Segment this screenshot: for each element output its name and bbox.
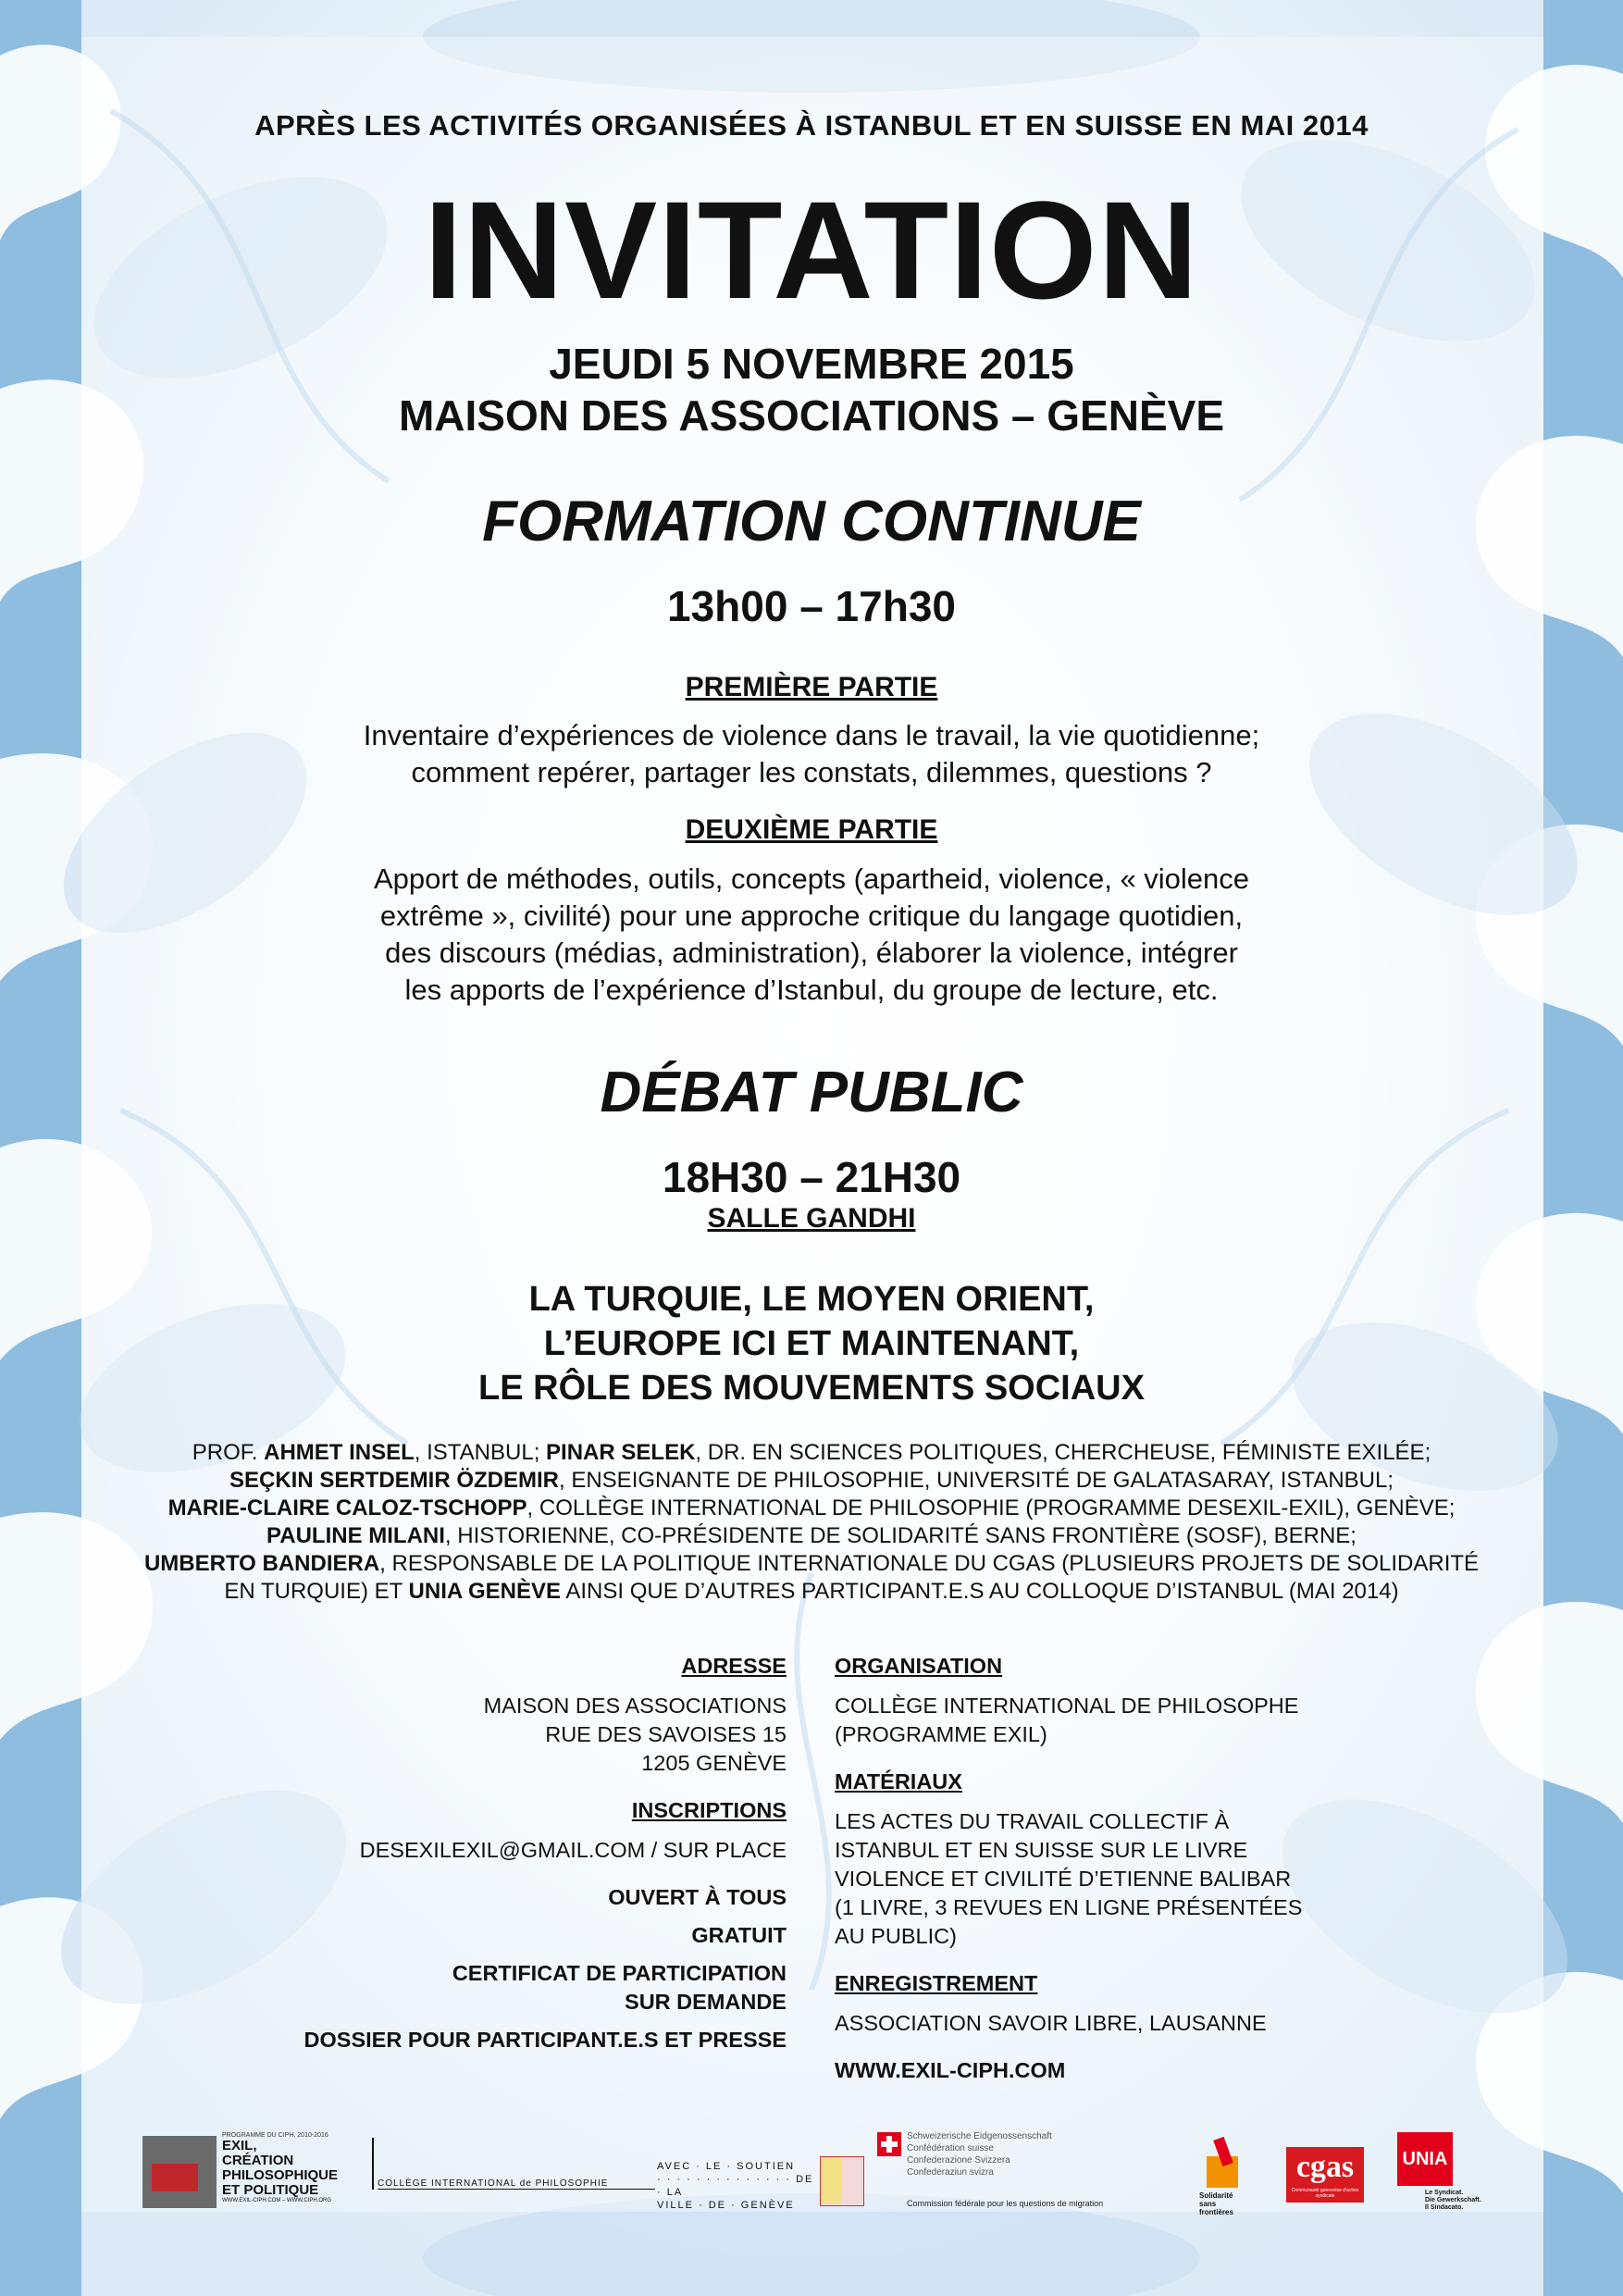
part1-title: PREMIÈRE PARTIE (685, 672, 938, 702)
unia-logo-text: UNIA (1402, 2149, 1448, 2169)
unia-logo (1397, 2132, 1453, 2186)
participant-desc: , ENSEIGNANTE DE PHILOSOPHIE, UNIVERSITÉ DE GALATASARAY, ISTANBUL; (559, 1468, 1394, 1493)
ssf-icon (1203, 2138, 1240, 2190)
info-left-column (231, 1652, 787, 2054)
organisation-block (835, 1692, 1353, 1749)
enregistrement-heading: ENREGISTREMENT (835, 1971, 1038, 1995)
dossier-label: DOSSIER POUR PARTICIPANT.E.S ET PRESSE (304, 2028, 787, 2052)
materiaux-line: VIOLENCE ET CIVILITÉ D’ETIENNE BALIBAR (835, 1867, 1292, 1891)
exil-logo-line: ET POLITIQUE (222, 2182, 319, 2198)
event-venue: MAISON DES ASSOCIATIONS – GENÈVE (398, 391, 1225, 440)
exil-logo-line: PHILOSOPHIQUE (222, 2167, 339, 2183)
participant-name: PAULINE MILANI (266, 1523, 445, 1548)
ssf-label (1199, 2191, 1255, 2216)
cgas-logo-text: cgas (1295, 2150, 1355, 2184)
certificat-line: CERTIFICAT DE PARTICIPATION (452, 1961, 787, 1985)
organisation-line: (PROGRAMME EXIL) (835, 1722, 1047, 1746)
part2-title: DEUXIÈME PARTIE (685, 814, 938, 845)
materiaux-line: AU PUBLIC) (835, 1924, 957, 1948)
theme-line: L’EUROPE ICI ET MAINTENANT, (543, 1324, 1080, 1363)
adresse-line: 1205 GENÈVE (641, 1751, 787, 1775)
materiaux-line: (1 LIVRE, 3 REVUES EN LIGNE PRÉSENTÉES (835, 1895, 1303, 1919)
part1-line: Inventaire d’expériences de violence dans le travail, la vie quotidienne; (363, 719, 1260, 751)
materiaux-block (835, 1807, 1353, 1951)
part2-line: Apport de méthodes, outils, concepts (apartheid, violence, « violence (373, 863, 1250, 895)
ssf-line: sans (1199, 2200, 1217, 2208)
unia-sub-line: Le Syndicat. (1425, 2190, 1464, 2196)
adresse-heading: ADRESSE (681, 1654, 787, 1678)
website-link[interactable]: WWW.EXIL-CIPH.COM (835, 2058, 1066, 2082)
certificat-line: SUR DEMANDE (625, 1990, 787, 2014)
confed-line: Confederaziun svizra (907, 2167, 994, 2178)
ouvert-label: OUVERT À TOUS (608, 1885, 787, 1909)
sponsor-logos (139, 2119, 1481, 2240)
main-title: INVITATION (424, 172, 1199, 328)
confed-logo (907, 2130, 1092, 2178)
enregistrement-text: ASSOCIATION SAVOIR LIBRE, LAUSANNE (835, 2011, 1267, 2035)
debat-room-wrap (0, 1203, 1623, 1235)
gratuit-label: GRATUIT (691, 1923, 787, 1947)
geneve-coat-of-arms-icon (820, 2156, 864, 2206)
theme-line: LE RÔLE DES MOUVEMENTS SOCIAUX (478, 1369, 1145, 1408)
cgas-logo-sub: Communauté genevoise d’action syndicale (1291, 2188, 1359, 2199)
exil-logo (222, 2132, 361, 2203)
participant-name: SEÇKIN SERTDEMIR ÖZDEMIR (229, 1468, 559, 1493)
unia-sub-line: Die Gewerkschaft. (1425, 2197, 1481, 2203)
certificat-block (231, 1959, 787, 2017)
part2-line: des discours (médias, administration), élaborer la violence, intégrer (385, 937, 1238, 969)
unia-sub-line: Il Sindacato. (1425, 2204, 1464, 2211)
participant-line (0, 1467, 1623, 1495)
geneve-support (657, 2160, 814, 2212)
exil-logo-line: CRÉATION (222, 2153, 294, 2168)
cgas-logo (1286, 2147, 1364, 2203)
participant-line (0, 1578, 1623, 1606)
participant-prefix: PROF. (192, 1440, 265, 1465)
ssf-line: frontières (1199, 2208, 1233, 2216)
inscriptions-email[interactable]: DESEXILEXIL@GMAIL.COM / SUR PLACE (359, 1838, 787, 1862)
debat-room: SALLE GANDHI (707, 1203, 916, 1234)
divider (372, 2138, 374, 2190)
participant-desc: , ISTANBUL; (414, 1440, 547, 1465)
participant-name: UMBERTO BANDIERA (143, 1551, 380, 1576)
organisation-heading: ORGANISATION (835, 1654, 1003, 1678)
event-date: JEUDI 5 NOVEMBRE 2015 (549, 340, 1074, 388)
part1-body (0, 717, 1623, 791)
confed-line: Confédération suisse (907, 2143, 994, 2153)
materiaux-heading: MATÉRIAUX (835, 1769, 962, 1793)
debat-heading: DÉBAT PUBLIC (600, 1061, 1023, 1124)
adresse-line: MAISON DES ASSOCIATIONS (483, 1694, 787, 1718)
organisation-line: COLLÈGE INTERNATIONAL DE PHILOSOPHE (835, 1694, 1299, 1718)
exil-logo-url: WWW.EXIL-CIPH.COM – WWW.CIPH.ORG (222, 2198, 331, 2203)
confed-sub: Commission fédérale pour les questions de migration (907, 2199, 1104, 2208)
ssf-line: Solidarité (1199, 2191, 1233, 2200)
debat-theme (0, 1277, 1623, 1410)
materiaux-line: ISTANBUL ET EN SUISSE SUR LE LIVRE (835, 1838, 1248, 1862)
part2-line: extrême », civilité) pour une approche critique du langage quotidien, (379, 900, 1244, 932)
participant-line (0, 1522, 1623, 1550)
adresse-line: RUE DES SAVOISES 15 (545, 1722, 787, 1746)
part2-line: les apports de l’expérience d’Istanbul, du groupe de lecture, etc. (404, 974, 1219, 1006)
geneve-line: VILLE · DE · GENÈVE (657, 2200, 795, 2211)
participant-prefix: EN TURQUIE) ET (224, 1579, 409, 1604)
unia-sub (1425, 2190, 1490, 2212)
adresse-block (231, 1692, 787, 1778)
inscriptions-heading: INSCRIPTIONS (631, 1798, 787, 1822)
theme-line: LA TURQUIE, LE MOYEN ORIENT, (528, 1280, 1095, 1319)
ciph-logo: COLLÈGE INTERNATIONAL de PHILOSOPHIE (378, 2178, 655, 2190)
part1-title-wrap (0, 672, 1623, 703)
part2-title-wrap (0, 814, 1623, 846)
debat-time: 18H30 – 21H30 (662, 1153, 961, 1201)
participant-name: PINAR SELEK (546, 1440, 696, 1465)
participant-desc: , RESPONSABLE DE LA POLITIQUE INTERNATIONALE DU CGAS (PLUSIEURS PROJETS DE SOLIDARITÉ (379, 1551, 1480, 1576)
participant-desc: , HISTORIENNE, CO-PRÉSIDENTE DE SOLIDARITÉ SANS FRONTIÈRE (SOSF), BERNE; (444, 1523, 1357, 1548)
exil-photo (142, 2136, 217, 2208)
participant-line (0, 1550, 1623, 1578)
part1-line: comment repérer, partager les constats, dilemmes, questions ? (411, 756, 1212, 788)
event-date-venue (0, 338, 1623, 441)
participant-line (0, 1495, 1623, 1522)
swiss-flag-icon (877, 2132, 901, 2156)
participant-line (0, 1439, 1623, 1467)
participant-desc: , DR. EN SCIENCES POLITIQUES, CHERCHEUSE, FÉMINISTE EXILÉE; (695, 1440, 1431, 1465)
pre-title: APRÈS LES ACTIVITÉS ORGANISÉES À ISTANBUL ET EN SUISSE EN MAI 2014 (254, 109, 1369, 142)
participant-desc: , COLLÈGE INTERNATIONAL DE PHILOSOPHIE (PROGRAMME DESEXIL-EXIL), GENÈVE; (527, 1496, 1456, 1520)
exil-logo-small: PROGRAMME DU CIPH, 2010-2016 (222, 2132, 328, 2139)
formation-time: 13h00 – 17h30 (666, 582, 956, 630)
exil-photo-red (152, 2164, 198, 2191)
info-right-column (835, 1652, 1353, 2085)
materiaux-line: LES ACTES DU TRAVAIL COLLECTIF À (835, 1809, 1230, 1833)
participants (0, 1439, 1623, 1606)
confed-line: Schweizerische Eidgenossenschaft (907, 2131, 1052, 2141)
confed-line: Confederazione Svizzera (907, 2155, 1010, 2166)
formation-heading: FORMATION CONTINUE (482, 490, 1141, 553)
exil-logo-line: EXIL, (222, 2138, 257, 2153)
participant-name: AHMET INSEL (264, 1440, 415, 1465)
participant-desc: AINSI QUE D’AUTRES PARTICIPANT.E.S AU COLLOQUE D’ISTANBUL (MAI 2014) (561, 1579, 1399, 1604)
geneve-line: AVEC · LE · SOUTIEN (657, 2161, 796, 2172)
participant-name: MARIE-CLAIRE CALOZ-TSCHOPP (167, 1496, 527, 1520)
part2-body (0, 861, 1623, 1009)
participant-name: UNIA GENÈVE (408, 1579, 562, 1604)
geneve-line: · · · · · · · · · · · · · · DE · LA (657, 2174, 814, 2198)
